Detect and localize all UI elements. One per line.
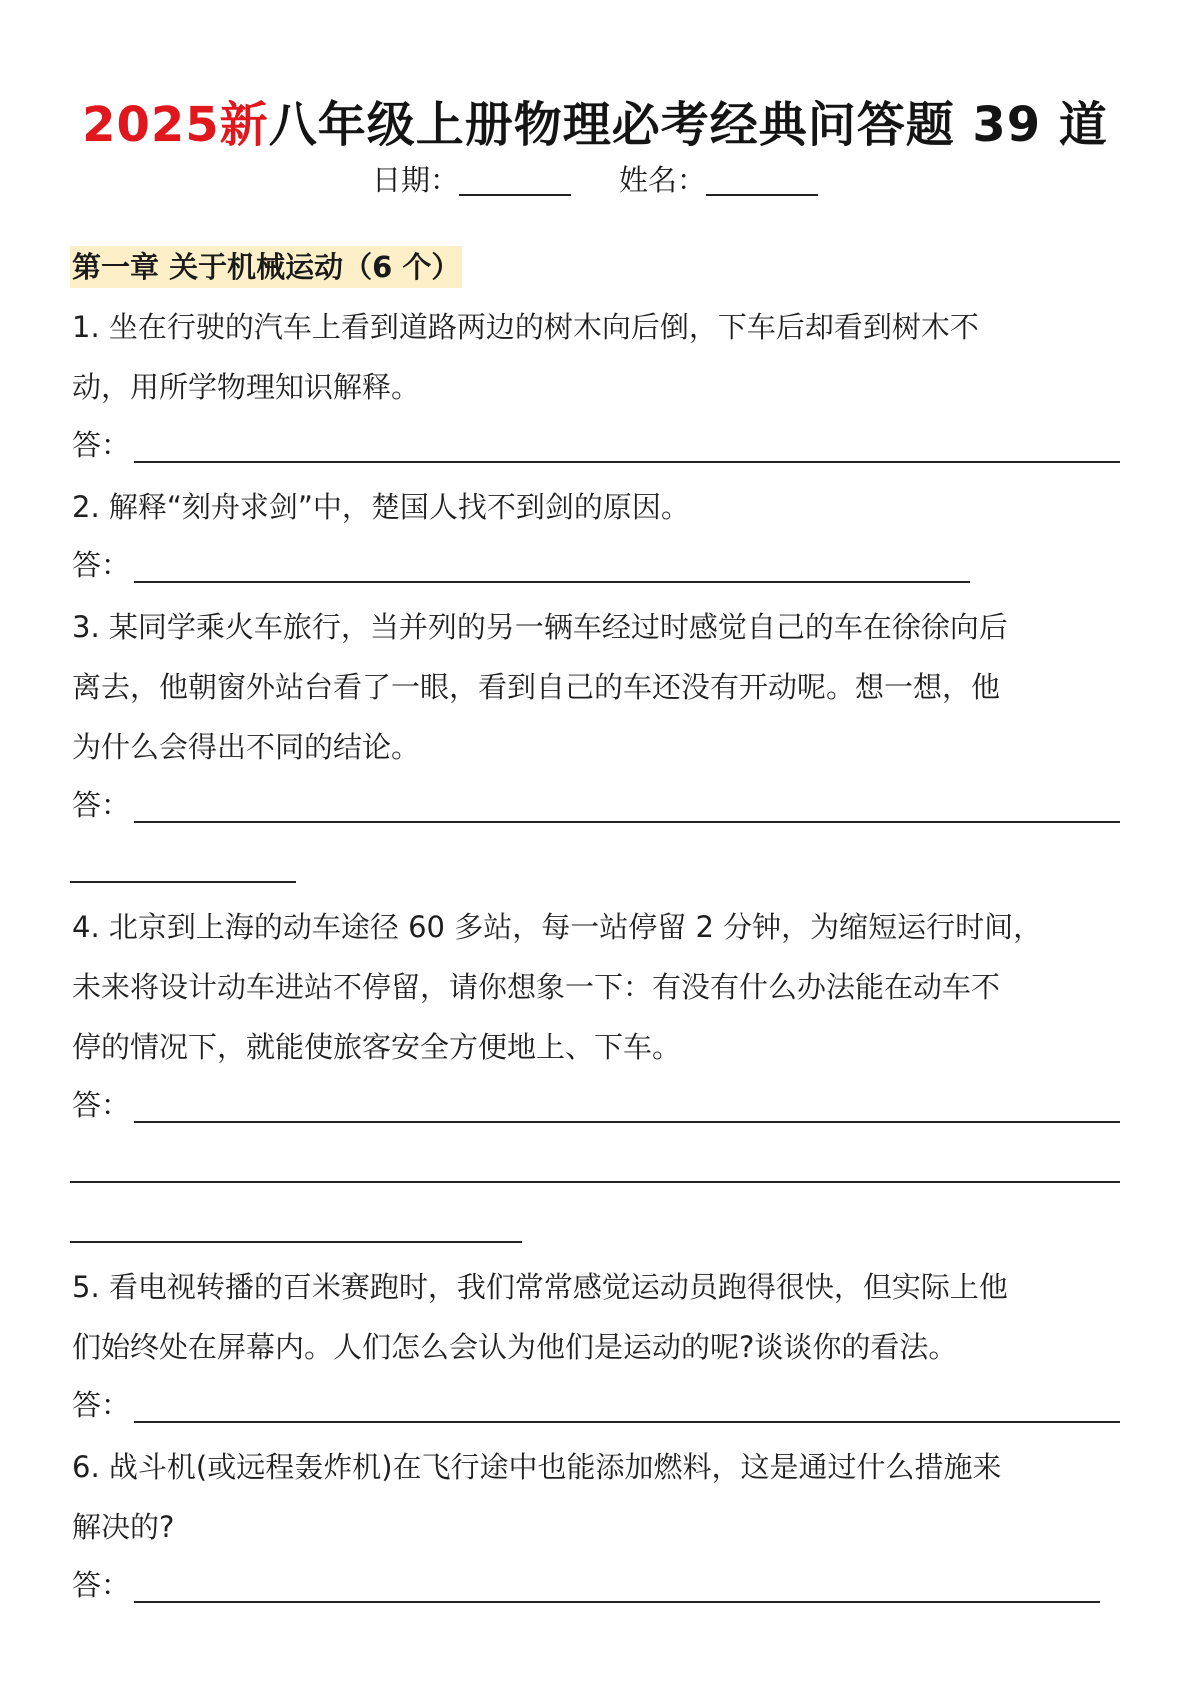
question-1-line-2: 动，用所学物理知识解释。 [72,370,421,404]
question-6-line-2: 解决的? [72,1510,175,1544]
answer-label: 答： [72,788,131,822]
answer-line[interactable] [70,1241,522,1243]
answer-label: 答： [72,1088,131,1122]
question-4-line-3: 停的情况下，就能使旅客安全方便地上、下车。 [72,1030,682,1064]
meta-row [0,160,1190,200]
answer-label: 答： [72,1388,131,1422]
question-4-line-2: 未来将设计动车进站不停留，请你想象一下：有没有什么办法能在动车不 [72,970,1001,1004]
answer-line[interactable] [134,1121,1120,1123]
question-5-line-1: 5. 看电视转播的百米赛跑时，我们常常感觉运动员跑得很快，但实际上他 [72,1270,1008,1304]
answer-label: 答： [72,428,131,462]
title-year: 2025 [82,97,220,153]
answer-label: 答： [72,1568,131,1602]
question-2-line-1: 2. 解释“刻舟求剑”中，楚国人找不到剑的原因。 [72,490,690,524]
answer-line[interactable] [134,821,1120,823]
question-3-line-2: 离去，他朝窗外站台看了一眼，看到自己的车还没有开动呢。想一想，他 [72,670,1001,704]
question-3-line-1: 3. 某同学乘火车旅行，当并列的另一辆车经过时感觉自己的车在徐徐向后 [72,610,1008,644]
answer-line[interactable] [134,581,970,583]
answer-line[interactable] [134,1601,1100,1603]
title-new: 新 [219,97,269,153]
chapter-heading: 第一章 关于机械运动（6 个） [70,246,462,288]
name-field[interactable] [706,164,818,196]
title-main: 八年级上册物理必考经典问答题 39 道 [268,97,1108,153]
name-label: 姓名： [619,163,707,197]
answer-line[interactable] [134,461,1120,463]
answer-line[interactable] [70,881,296,883]
answer-line[interactable] [70,1181,1120,1183]
question-3-line-3: 为什么会得出不同的结论。 [72,730,421,764]
question-5-line-2: 们始终处在屏幕内。人们怎么会认为他们是运动的呢?谈谈你的看法。 [72,1330,958,1364]
date-field[interactable] [459,164,571,196]
question-6-line-1: 6. 战斗机(或远程轰炸机)在飞行途中也能添加燃料，这是通过什么措施来 [72,1450,1002,1484]
answer-label: 答： [72,548,131,582]
date-label: 日期： [371,163,459,197]
question-1-line-1: 1. 坐在行驶的汽车上看到道路两边的树木向后倒，下车后却看到树木不 [72,310,979,344]
question-4-line-1: 4. 北京到上海的动车途径 60 多站，每一站停留 2 分钟，为缩短运行时间， [72,910,1043,944]
page-title [0,95,1190,155]
answer-line[interactable] [134,1421,1120,1423]
